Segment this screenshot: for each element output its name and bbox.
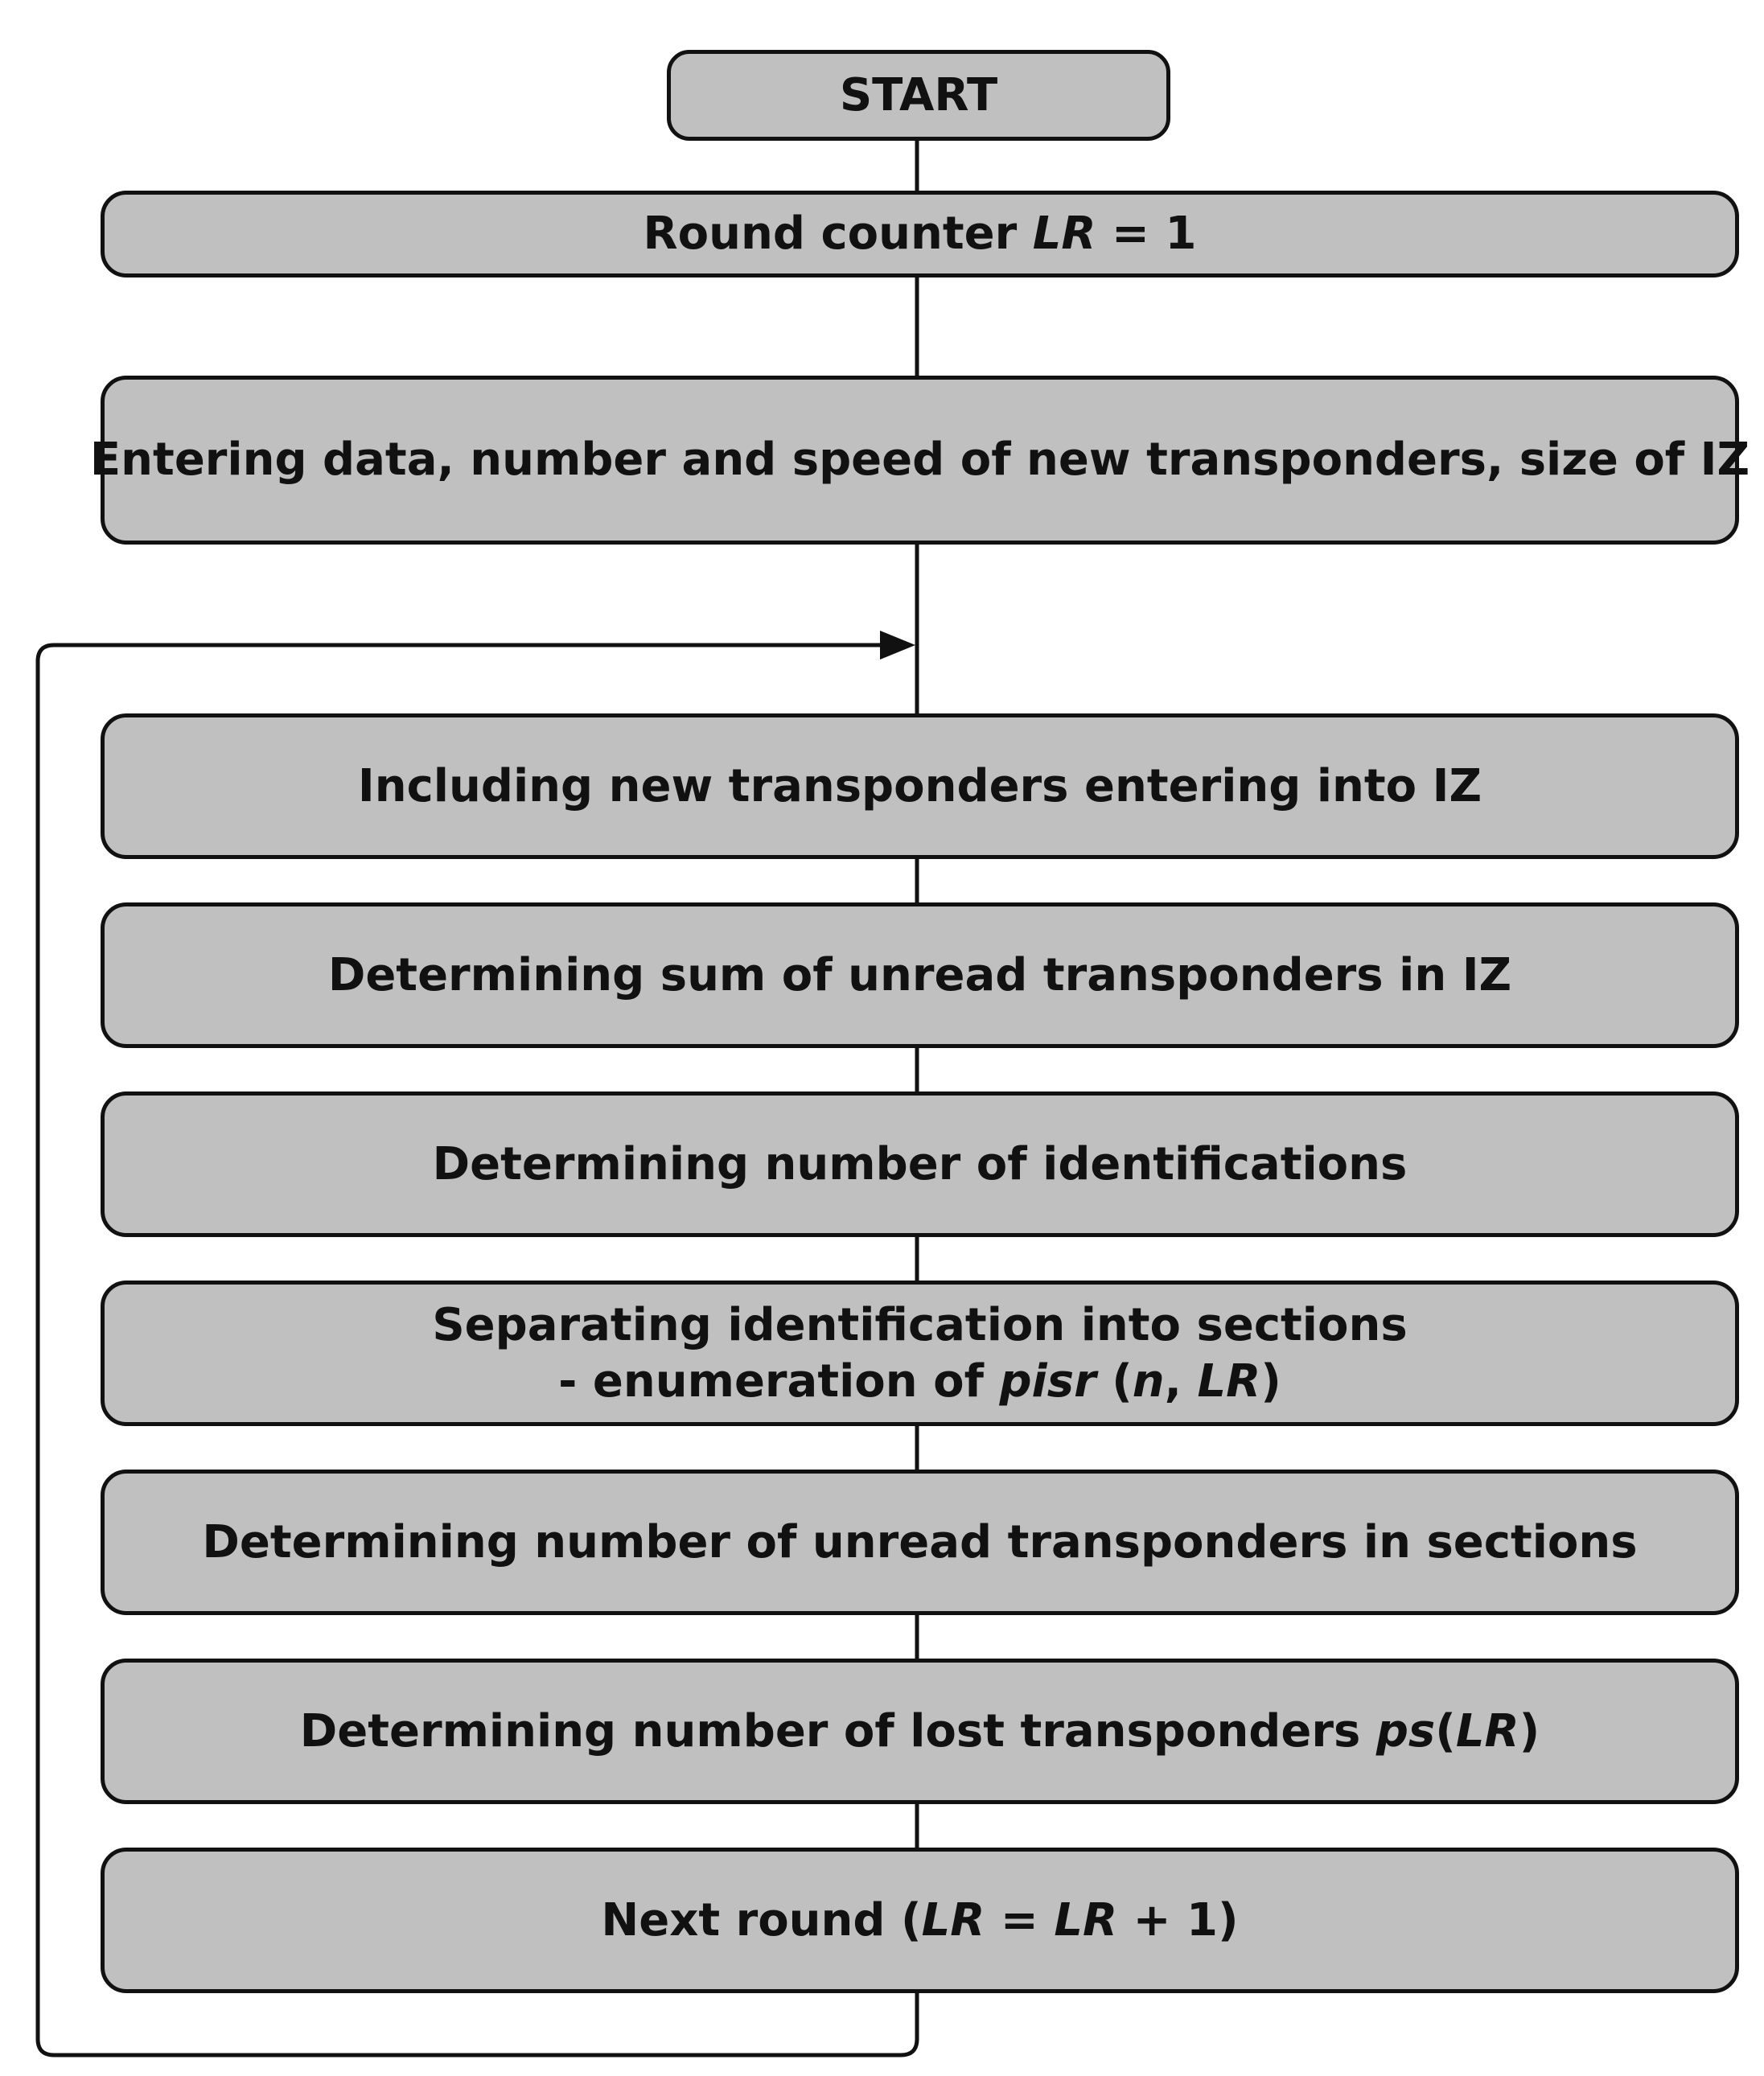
step-text-segment: Including new transponders entering into IZ [357, 759, 1482, 812]
unread-transponders-in-sections-step [101, 1470, 1739, 1615]
step-text-segment: Next round ( [601, 1893, 922, 1947]
start-terminal [667, 50, 1170, 141]
step-text-segment: ( [1435, 1704, 1456, 1757]
step-text [432, 1297, 1407, 1410]
step-text-line [433, 1137, 1408, 1193]
step-text-line [432, 1297, 1407, 1354]
step-text-segment: Determining number of identifications [432, 1137, 1408, 1190]
step-text-segment: - enumeration of [558, 1355, 1000, 1408]
step-text [300, 1704, 1540, 1760]
step-text [840, 68, 997, 124]
step-text [90, 432, 1750, 488]
italic-variable: ps [1375, 1704, 1436, 1757]
number-of-identifications-step [101, 1091, 1739, 1237]
step-text [601, 1893, 1238, 1949]
italic-variable: LR [1032, 208, 1096, 260]
step-text [644, 206, 1197, 262]
step-text-line [90, 432, 1750, 488]
italic-variable: LR [1455, 1704, 1519, 1757]
step-text-segment: + 1) [1117, 1893, 1239, 1947]
step-text-line [601, 1893, 1238, 1949]
step-text-line [840, 68, 997, 124]
italic-variable: LR [1054, 1893, 1118, 1947]
step-text-segment: ( [1096, 1355, 1133, 1408]
loop-arrowhead [880, 631, 915, 660]
step-text-segment: Entering data, number and speed of new transponders, size of IZ [89, 434, 1750, 486]
step-text-segment: , [1164, 1355, 1198, 1408]
step-text [358, 758, 1482, 815]
next-round-step [101, 1848, 1739, 1993]
step-text-segment: = 1 [1096, 208, 1197, 260]
sum-unread-transponders-step [101, 902, 1739, 1048]
step-text-segment: Determining number of unread transponders in sections [202, 1515, 1638, 1568]
entering-data-step [89, 376, 1750, 545]
italic-variable: n [1132, 1355, 1165, 1408]
step-text-segment: Determining number of lost transponders [299, 1704, 1376, 1757]
separating-identification-step [101, 1281, 1739, 1426]
step-text-segment: Separating identification into sections [432, 1298, 1408, 1351]
step-text-segment: ) [1260, 1355, 1281, 1408]
step-text-line [432, 1354, 1407, 1410]
step-text-segment: ) [1519, 1704, 1540, 1757]
step-text-line [202, 1515, 1637, 1571]
step-text [433, 1137, 1408, 1193]
step-text-line [300, 1704, 1540, 1760]
italic-variable: pisr [999, 1355, 1096, 1408]
step-text-line [328, 948, 1511, 1004]
step-text-segment: Round counter [643, 208, 1033, 260]
step-text-segment: Determining sum of unread transponders in IZ [327, 948, 1512, 1001]
lost-transponders-step [101, 1659, 1739, 1804]
step-text-line [358, 758, 1482, 815]
round-counter-step [101, 191, 1739, 277]
step-text-segment: START [839, 68, 998, 121]
step-text [202, 1515, 1637, 1571]
step-text [328, 948, 1511, 1004]
step-text-line [644, 206, 1197, 262]
italic-variable: LR [1197, 1355, 1261, 1408]
italic-variable: LR [921, 1893, 985, 1947]
step-text-segment: = [985, 1893, 1055, 1947]
including-new-transponders-step [101, 713, 1739, 859]
